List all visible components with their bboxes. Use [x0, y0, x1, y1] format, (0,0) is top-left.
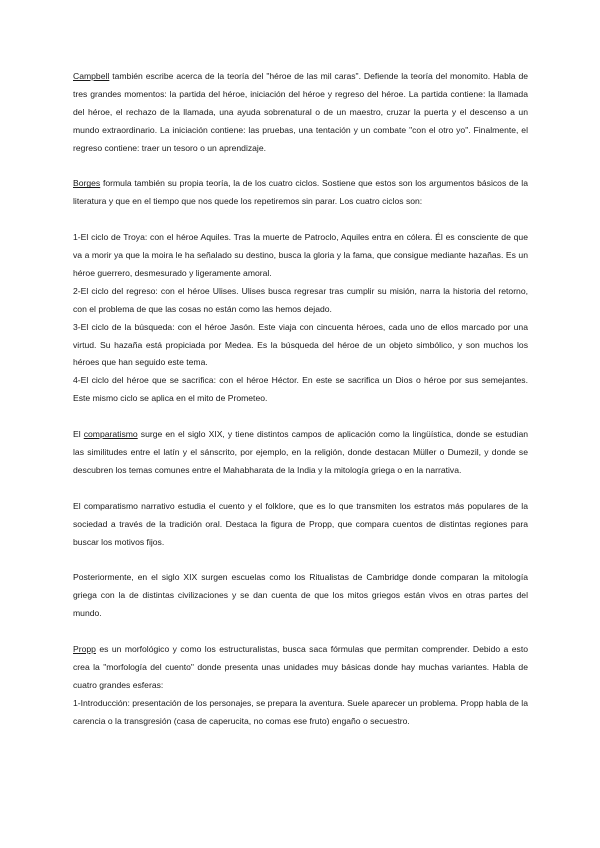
term-propp: Propp [73, 643, 96, 654]
paragraph-propp [73, 641, 528, 695]
ciclo-1: 1-El ciclo de Troya: con el héroe Aquiles. Tras la muerte de Patroclo, Aquiles entra en cólera. Él es consciente de que va a morir ya que la moira le ha señalado su destino, busca la gloria y la fama, que consigue mediante hazañas. Es un héroe guerrero, desmesurado y ligeramente amoral. [73, 232, 528, 278]
paragraph-campbell [73, 68, 528, 158]
term-comparatismo: comparatismo [83, 429, 138, 440]
paragraph-text: El [73, 429, 84, 440]
paragraph-comparatismo-narrativo: El comparatismo narrativo estudia el cuento y el folklore, que es lo que transmiten los estratos más populares de la sociedad a través de la tradición oral. Destaca la figura de Propp, que compara cuentos de distintas regiones para buscar los motivos fijos. [73, 500, 528, 547]
paragraph-gap [73, 158, 528, 176]
ciclo-4: 4-El ciclo del héroe que se sacrifica: con el héroe Héctor. En este se sacrifica un Dios o héroe por sus semejantes. Este mismo ciclo se aplica en el mito de Prometeo. [73, 375, 528, 404]
paragraph-text: también escribe acerca de la teoría del "héroe de las mil caras". Defiende la teoría del monomito. Habla de tres grandes momentos: la partida del héroe, iniciación del héroe y regreso del héroe. La partida contiene: la llamada del héroe, el rechazo de la llamada, una ayuda sobrenatural o de un maestro, cruzar la puerta y el descenso a un mundo extraordinario. La iniciación contiene: las pruebas, una tentación y un combate "con el otro yo". Finalmente, el regreso contiene: traer un tesoro o un aprendizaje. [73, 71, 528, 153]
ciclo-2: 2-El ciclo del regreso: con el héroe Ulises. Ulises busca regresar tras cumplir su misión, narra la historia del retorno, con el problema de que las cosas no están como las hemos dejado. [73, 285, 528, 314]
paragraph-gap [73, 408, 528, 426]
paragraph-text: formula también su propia teoría, la de los cuatro ciclos. Sostiene que estos son los argumentos básicos de la literatura y que en el tiempo que nos quede los repetiremos sin parar. Los cuatro ciclos son: [73, 178, 528, 207]
paragraph-gap [73, 211, 528, 229]
term-campbell: Campbell [73, 71, 110, 81]
paragraph-text: surge en el siglo XIX, y tiene distintos campos de aplicación como la lingüística, donde se estudian las similitudes entre el latín y el sánscrito, por ejemplo, en la religión, donde destacan Müller o Dumezil, y donde se descubren los temas comunes entre el Mahabharata de la India y la mitología griega o en la narrativa. [73, 429, 528, 475]
paragraph-text: es un morfológico y como los estructuralistas, busca saca fórmulas que permitan comprender. Debido a esto crea la "morfología del cuento" donde presenta unas unidades muy básicas donde hay muchas variantes. Habla de cuatro grandes esferas: [73, 643, 528, 690]
term-borges: Borges [73, 178, 101, 189]
paragraph-gap [73, 551, 528, 569]
paragraph-borges [73, 175, 528, 211]
paragraph-gap [73, 480, 528, 498]
ciclo-3: 3-El ciclo de la búsqueda: con el héroe Jasón. Este viaja con cincuenta héroes, cada uno de ellos marcado por una virtud. Su hazaña está propiciada por Medea. Es la búsqueda del héroe de un objeto simbólico, y son muchos los héroes que han seguido este tema. [73, 321, 528, 368]
paragraph-gap [73, 623, 528, 641]
paragraph-introduccion: 1-Introducción: presentación de los personajes, se prepara la aventura. Suele aparecer un problema. Propp habla de la carencia o la transgresión (casa de caperucita, no comas ese fruto) engaño o secuestro. [73, 697, 528, 726]
paragraph-comparatismo [73, 426, 528, 480]
paragraph-posteriormente: Posteriormente, en el siglo XIX surgen escuelas como los Ritualistas de Cambridge donde comparan la mitología griega con la de distintas civilizaciones y se dan cuenta de que los mitos griegos están vivos en otras partes del mundo. [73, 572, 528, 619]
document-body [73, 68, 528, 730]
